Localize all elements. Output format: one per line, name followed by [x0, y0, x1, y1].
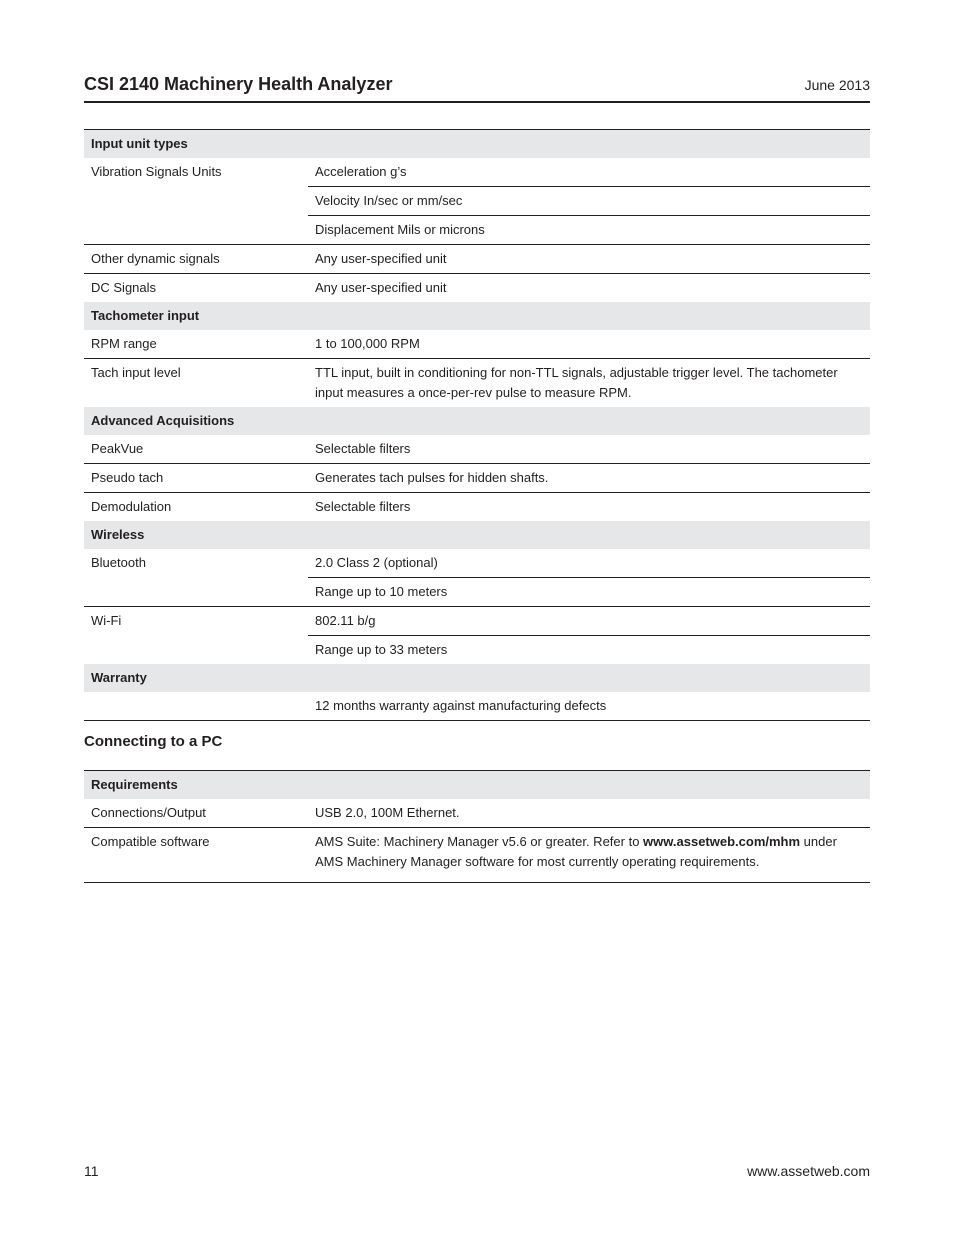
row-value: Generates tach pulses for hidden shafts. — [308, 464, 870, 493]
row-label: Compatible software — [84, 828, 308, 883]
table-row — [84, 158, 870, 187]
page-header — [84, 74, 870, 103]
section-title: Wireless — [84, 521, 870, 549]
document-date: June 2013 — [804, 77, 870, 93]
section-title: Warranty — [84, 664, 870, 692]
row-value: Selectable filters — [315, 441, 411, 456]
footer-website: www.assetweb.com — [747, 1163, 870, 1179]
row-value: Displacement Mils or microns — [308, 216, 870, 245]
table-row — [84, 330, 870, 359]
table-row — [84, 359, 870, 408]
row-value: Any user-specified unit — [308, 274, 870, 303]
website-link[interactable]: www.assetweb.com/mhm — [643, 834, 801, 849]
section-header-row — [84, 302, 870, 330]
page-number: 11 — [84, 1163, 99, 1179]
connecting-heading: Connecting to a PC — [84, 733, 223, 750]
specifications-table — [84, 129, 870, 721]
value-text-before: AMS Suite: Machinery Manager v5.6 or greater. Refer to — [315, 834, 644, 849]
table-row — [84, 799, 870, 828]
table-row — [84, 692, 870, 721]
document-title: CSI 2140 Machinery Health Analyzer — [84, 74, 393, 94]
table-row — [84, 549, 870, 578]
table-row — [84, 828, 870, 883]
section-header-row — [84, 664, 870, 692]
row-value: Acceleration g’s — [315, 164, 407, 179]
section-header-row — [84, 521, 870, 549]
table-row — [84, 464, 870, 493]
table-row — [84, 245, 870, 274]
section-title: Advanced Acquisitions — [84, 407, 870, 435]
row-value: 12 months warranty against manufacturing defects — [308, 692, 870, 721]
table-row — [84, 607, 870, 636]
section-header-row — [84, 130, 870, 159]
table-row — [84, 435, 870, 464]
value-text-after: under AMS Machinery Manager software for most currently operating requirements. — [315, 834, 837, 869]
row-value — [308, 828, 870, 883]
row-label: Other dynamic signals — [84, 245, 308, 274]
row-label: Connections/Output — [91, 805, 206, 820]
row-value: Selectable filters — [308, 493, 870, 522]
row-value: Velocity In/sec or mm/sec — [308, 187, 870, 216]
row-value: Range up to 10 meters — [308, 578, 870, 607]
row-label: PeakVue — [91, 441, 144, 456]
row-label: Vibration Signals Units — [91, 164, 222, 179]
row-label: Demodulation — [84, 493, 308, 522]
table-row — [84, 493, 870, 522]
row-value: 1 to 100,000 RPM — [315, 336, 420, 351]
row-label: DC Signals — [84, 274, 308, 303]
row-value: TTL input, built in conditioning for non-TTL signals, adjustable trigger level. The tachometer input measures a once-per-rev pulse to measure RPM. — [308, 359, 870, 408]
section-header-row — [84, 407, 870, 435]
row-label — [84, 692, 308, 721]
row-label: Tach input level — [84, 359, 308, 408]
row-value: 802.11 b/g — [308, 607, 870, 636]
section-title: Input unit types — [84, 130, 870, 159]
row-value: 2.0 Class 2 (optional) — [315, 555, 438, 570]
requirements-table — [84, 770, 870, 883]
table-row — [84, 274, 870, 303]
row-value: USB 2.0, 100M Ethernet. — [315, 805, 460, 820]
section-title: Requirements — [84, 771, 870, 800]
section-title: Tachometer input — [84, 302, 870, 330]
row-label: Wi-Fi — [84, 607, 308, 665]
row-label: Bluetooth — [91, 555, 146, 570]
row-label: RPM range — [91, 336, 157, 351]
row-value: Range up to 33 meters — [308, 636, 870, 665]
section-header-row — [84, 771, 870, 800]
row-label: Pseudo tach — [84, 464, 308, 493]
row-value: Any user-specified unit — [308, 245, 870, 274]
